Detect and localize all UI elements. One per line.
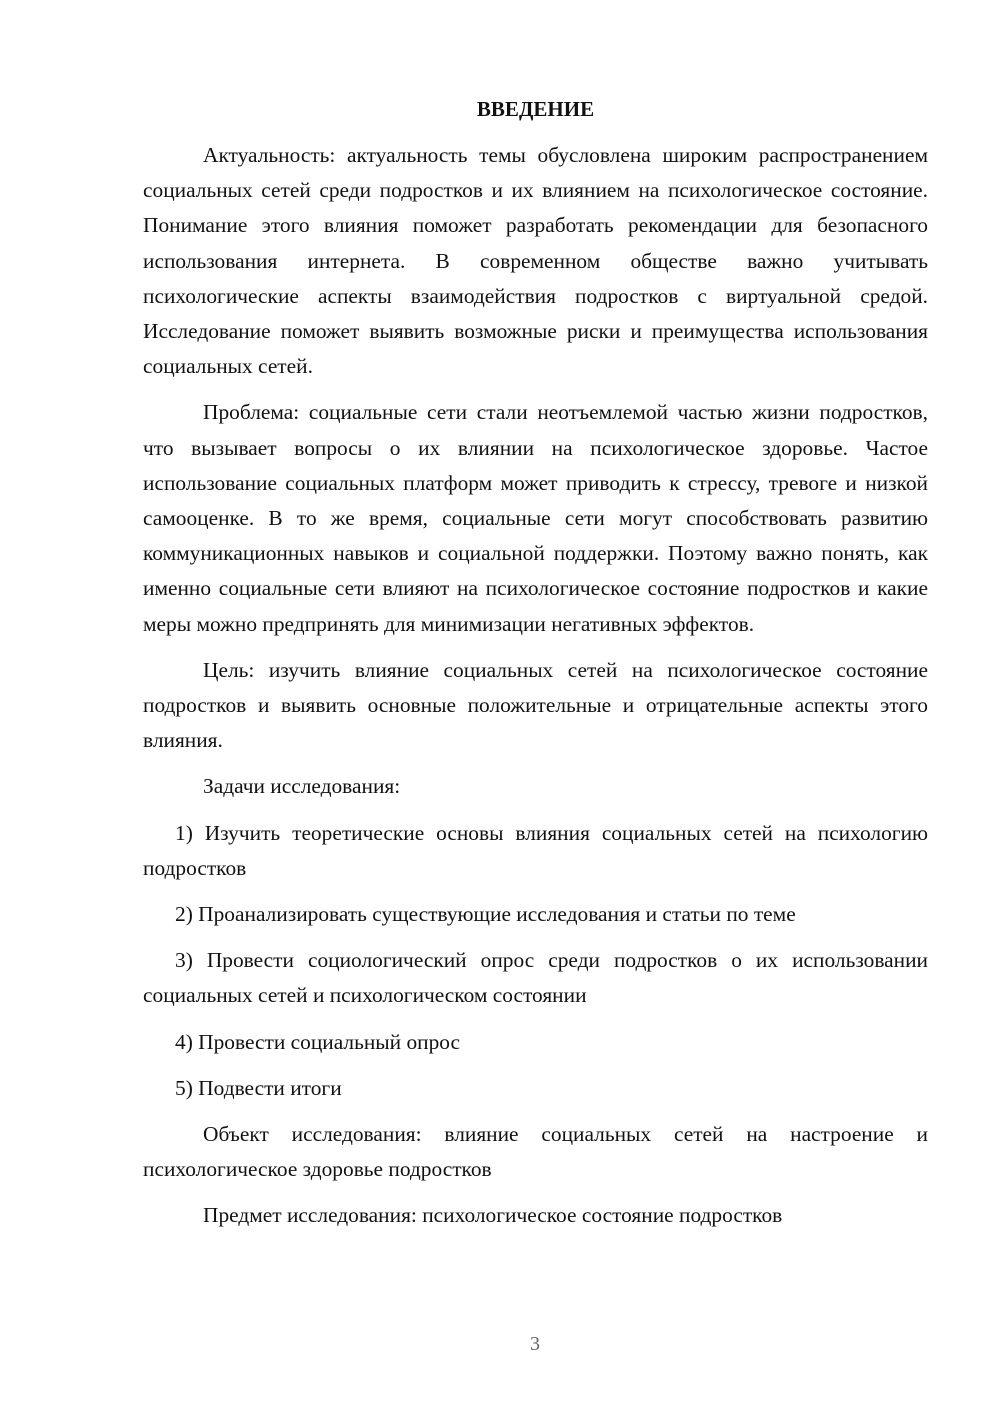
document-page xyxy=(143,92,928,1234)
relevance-paragraph: Актуальность: актуальность темы обусловлена широким распространением социальных сетей среди подростков и их влиянием на психологическое состояние. Понимание этого влияния поможет разработать рекомендации для безопасного использования интернета. В современном обществе важно учитывать психологические аспекты взаимодействия подростков с виртуальной средой. Исследование поможет выявить возможные риски и преимущества использования социальных сетей. xyxy=(143,143,928,379)
task-item: 5) Подвести итоги xyxy=(175,1075,342,1100)
object-paragraph: Объект исследования: влияние социальных сетей на настроение и психологическое здоровье подростков xyxy=(143,1122,928,1182)
task-item: 1) Изучить теоретические основы влияния социальных сетей на психологию подростков xyxy=(143,820,928,880)
subject-paragraph: Предмет исследования: психологическое состояние подростков xyxy=(203,1203,783,1228)
goal-paragraph: Цель: изучить влияние социальных сетей на психологическое состояние подростков и выявить основные положительные и отрицательные аспекты этого влияния. xyxy=(143,657,928,753)
task-item: 2) Проанализировать существующие исследования и статьи по теме xyxy=(175,902,796,927)
page-title: ВВЕДЕНИЕ xyxy=(476,97,595,121)
task-item: 3) Провести социологический опрос среди подростков о их использовании социальных сетей и психологическом состоянии xyxy=(143,948,928,1008)
tasks-heading: Задачи исследования: xyxy=(203,774,401,799)
page-number: 3 xyxy=(530,1333,540,1355)
problem-paragraph: Проблема: социальные сети стали неотъемлемой частью жизни подростков, что вызывает вопросы о их влиянии на психологическое здоровье. Частое использование социальных платформ может приводить к стрессу, тревоге и низкой самооценке. В то же время, социальные сети могут способствовать развитию коммуникационных навыков и социальной поддержки. Поэтому важно понять, как именно социальные сети влияют на психологическое состояние подростков и какие меры можно предпринять для минимизации негативных эффектов. xyxy=(143,400,928,636)
task-item: 4) Провести социальный опрос xyxy=(175,1029,461,1054)
